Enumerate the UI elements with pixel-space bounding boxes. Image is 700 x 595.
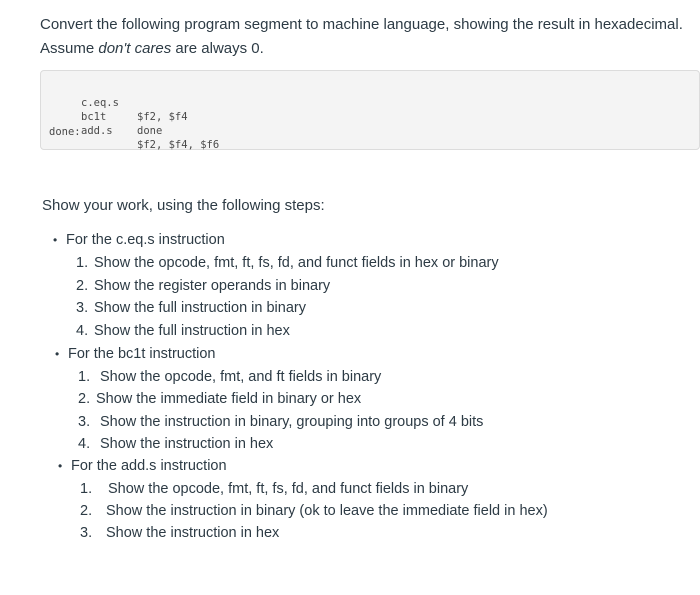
bullet-icon: • bbox=[58, 459, 63, 473]
step-text: Show the opcode, fmt, ft, fs, fd, and funct fields in hex or binary bbox=[94, 255, 499, 271]
code-mnemonic: c.eq.s bbox=[81, 97, 119, 109]
code-block bbox=[40, 70, 700, 150]
code-mnemonic: add.s bbox=[81, 125, 113, 137]
bullet-icon: • bbox=[53, 233, 58, 247]
step-text: Show the instruction in hex bbox=[106, 525, 280, 541]
bullet-icon: • bbox=[55, 347, 60, 361]
step-number: 4. bbox=[78, 436, 91, 452]
step-number: 1. bbox=[78, 369, 91, 385]
step-number: 1. bbox=[80, 481, 93, 497]
step-text: Show the instruction in hex bbox=[100, 436, 274, 452]
step-text: Show the immediate field in binary or hex bbox=[96, 391, 362, 407]
step-text: Show the opcode, fmt, ft, fs, fd, and funct fields in binary bbox=[108, 481, 469, 497]
prompt-emphasis: don't cares bbox=[98, 40, 172, 57]
step-number: 2. bbox=[80, 503, 93, 519]
step-number: 3. bbox=[78, 414, 91, 430]
section-title: For the bc1t instruction bbox=[68, 346, 216, 362]
section-title: For the add.s instruction bbox=[71, 458, 227, 474]
step-text: Show the opcode, fmt, and ft fields in binary bbox=[100, 369, 382, 385]
prompt-line-2 bbox=[40, 37, 690, 61]
step-number: 1. bbox=[76, 255, 89, 271]
section-bc1t bbox=[55, 344, 216, 364]
step-text: Show the full instruction in binary bbox=[94, 300, 306, 316]
prompt-line-2-post: are always 0. bbox=[171, 40, 264, 57]
section-c-eq-s bbox=[53, 230, 225, 250]
prompt-line-1: Convert the following program segment to machine language, showing the result in hexadecimal. bbox=[40, 16, 683, 33]
step-text: Show the instruction in binary, grouping into groups of 4 bits bbox=[100, 414, 484, 430]
question-prompt bbox=[40, 13, 690, 61]
section-add-s bbox=[58, 456, 227, 476]
prompt-line-2-pre: Assume bbox=[40, 40, 99, 57]
step-number: 4. bbox=[76, 323, 89, 339]
step-number: 2. bbox=[78, 391, 91, 407]
step-text: Show the register operands in binary bbox=[94, 278, 331, 294]
step-text: Show the instruction in binary (ok to leave the immediate field in hex) bbox=[106, 503, 548, 519]
steps-intro: Show your work, using the following steps: bbox=[42, 197, 325, 214]
section-title: For the c.eq.s instruction bbox=[66, 232, 225, 248]
code-label: done: bbox=[49, 126, 81, 138]
step-text: Show the full instruction in hex bbox=[94, 323, 290, 339]
step-number: 2. bbox=[76, 278, 89, 294]
code-operands: done bbox=[137, 125, 163, 137]
step-number: 3. bbox=[80, 525, 93, 541]
code-operands: $f2, $f4 bbox=[137, 111, 188, 123]
code-mnemonic: bc1t bbox=[81, 111, 107, 123]
step-number: 3. bbox=[76, 300, 89, 316]
code-operands: $f2, $f4, $f6 bbox=[137, 139, 220, 151]
